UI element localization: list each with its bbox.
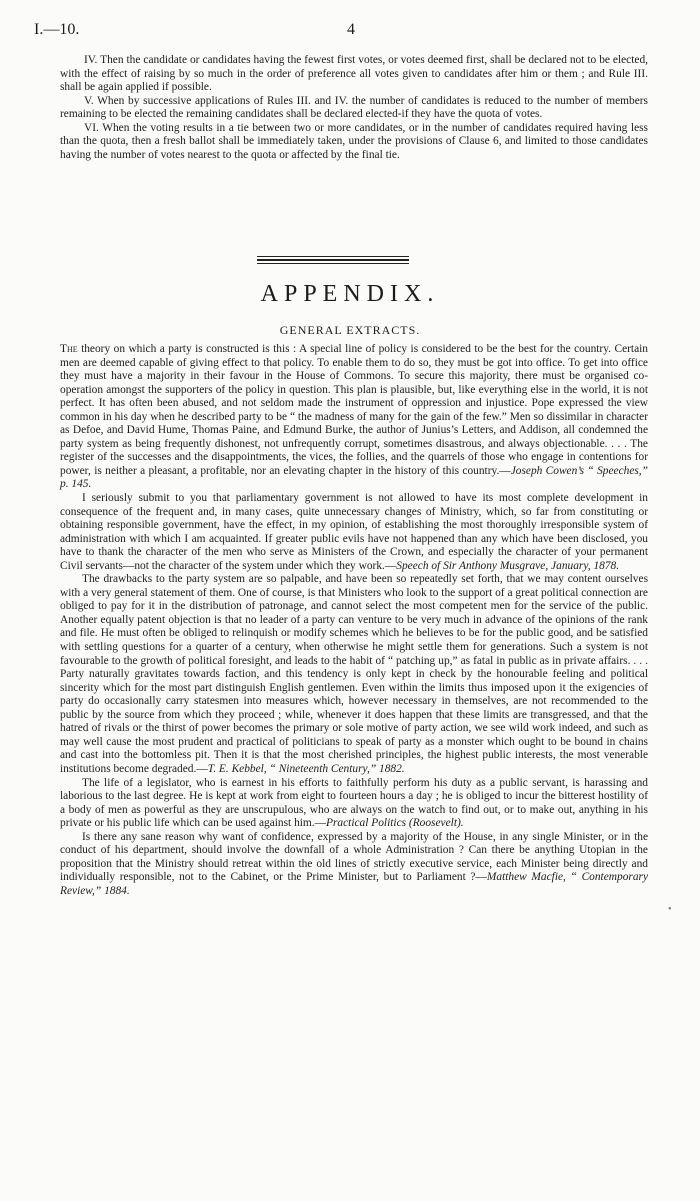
extract-paragraph	[60, 831, 648, 899]
extract-citation: Matthew Macfie, “ Contemporary Review,” 1884.	[60, 871, 649, 897]
rule-v: V. When by successive applications of Rules III. and IV. the number of candidates is reduced to the number of members remaining to be elected the remaining candidates shall be declared elected-if they have the quota of votes.	[60, 94, 648, 121]
document-reference: I.—10.	[34, 21, 80, 38]
section-divider	[257, 256, 409, 266]
extract-lead: The	[60, 343, 78, 355]
extract-text: Is there any sane reason why want of confidence, expressed by a majority of the House, in any single Minister, or in the conduct of his department, should involve the downfall of a whole Administration ? Can there be anything Utopian in the proposition that the Ministry should retreat within the old lines of strictly executive service, each Minister being directly and individually responsible, not to the Cabinet, or the Prime Minister, but to Parliament ?—	[60, 830, 648, 884]
page-number: 4	[347, 21, 355, 38]
rule-iv: IV. Then the candidate or candidates having the fewest first votes, or votes deemed first, shall be declared not to be elected, with the effect of raising by so much in the order of preference all votes given to candidates after him or them ; and Rule III. shall be again applied if possible.	[60, 54, 648, 94]
rule-vi: VI. When the voting results in a tie between two or more candidates, or in the number of candidates required having less than the quota, then a fresh ballot shall be immediately taken, under the provisions of Clause 6, and limited to those candidates having the number of votes nearest to the quota or affected by the final tie.	[60, 121, 648, 161]
extract-text: The drawbacks to the party system are so palpable, and have been so repeatedly set forth, that we may content ourselves with a very general statement of them. One of course, is that Ministers who look to the support of a great political connection are obliged to pay for it in the distribution of patronage, and cannot select the most competent men for the service of the public. Another equally patent objection is that no leader of a party can venture to be very much in advance of the opinions of the rank and file. He must often be obliged to relinquish or modify schemes which he believes to be for the public good, and be satisfied with settling questions for a quarter of a century, when otherwise he might settle them for generations. Such a system is not favourable to the growth of political foresight, and leads to the habit of “ patching up,” as fatal in public as in private affairs. . . . Party naturally gravitates towards faction, and this tendency is only kept in check by the honourable feeling and political sincerity which for the most part distinguish English gentlemen. Even within the limits thus imposed upon it the exigencies of party do occasionally carry statesmen into measures which, however necessary in themselves, are not recommended to the public by the source from which they proceed ; while, whenever it does happen that these limits are transgressed, and that the hatred of rivals or the thirst of power becomes the primary or sole motive of party action, we see wild work indeed, and such as may well cause the most prudent and practical of politicians to speak of party as a monster which ought to be bound in chains and cast into the bottomless pit. Then it is that the most cherished principles, the highest public interests, the most venerable institutions become degraded.—	[60, 573, 648, 775]
extract-paragraph	[60, 492, 648, 573]
extract-paragraph	[60, 573, 648, 776]
margin-mark: •	[668, 904, 672, 915]
extracts-section	[60, 343, 648, 898]
appendix-subtitle: GENERAL EXTRACTS.	[279, 323, 421, 337]
appendix-title: APPENDIX.	[260, 281, 440, 307]
extract-text: The life of a legislator, who is earnest in his efforts to faithfully perform his duty as a public servant, is harassing and laborious to the last degree. He is kept at work from eight to fourteen hours a day ; he is obliged to incur the bitterest hostility of a body of men as powerful as they are unscrupulous, who are always on the watch to find out, or to make out, anything in his private or his public life which can be used against him.—	[60, 776, 648, 830]
extract-citation: Practical Politics (Roosevelt).	[326, 817, 464, 830]
extract-citation: Speech of Sir Anthony Musgrave, January, 1878.	[396, 559, 620, 572]
extract-citation: T. E. Kebbel, “ Nineteenth Century,” 1882.	[207, 762, 405, 775]
extract-citation: Joseph Cowen’s “ Speeches,” p. 145.	[60, 464, 648, 491]
extract-paragraph	[60, 343, 648, 492]
rules-section	[60, 54, 648, 162]
page-header	[34, 21, 666, 39]
extract-text: I seriously submit to you that parliamentary government is not allowed to have its most complete development in consequence of the frequent and, in many cases, quite unnecessary changes of Ministry, which, so far from constituting or obtaining responsible government, have the effect, in my opinion, of establishing the most thoroughly irresponsible system of administration with which I am acquainted. If greater public evils have not happened than any which have been disclosed, you have to thank the character of the men who serve as Ministers of the Crown, and especially the character of your permanent Civil servants—not the character of the system under which they work.—	[60, 492, 648, 572]
extract-paragraph	[60, 777, 648, 831]
extract-text: theory on which a party is constructed is this : A special line of policy is considered to be the best for the country. Certain men are deemed capable of giving effect to that policy. To enable them to do so, they must be got into office. To get into office they must have a majority in their favour in the House of Commons. To secure this majority, there must be organised co-operation amongst the supporters of the policy in question. This plan is plausible, but, like everything else in the world, it is not perfect. It has often been abused, and not seldom made the instrument of oppression and injustice. Pope expressed the view common in his day when he described party to be “ the madness of many for the gain of the few.” Men so dissimilar in character as Defoe, and David Hume, Thomas Paine, and Edmund Burke, the author of Junius’s Letters, and Addison, all condemned the party system as being frequently dishonest, not unfrequently corrupt, sometimes disastrous, and always objectionable. . . . The register of the successes and the disappointments, the vices, the follies, and the quarrels of those who engage in contentions for power, is neither a pleasant, a profitable, nor an elevating chapter in the history of this country.—	[60, 343, 648, 477]
